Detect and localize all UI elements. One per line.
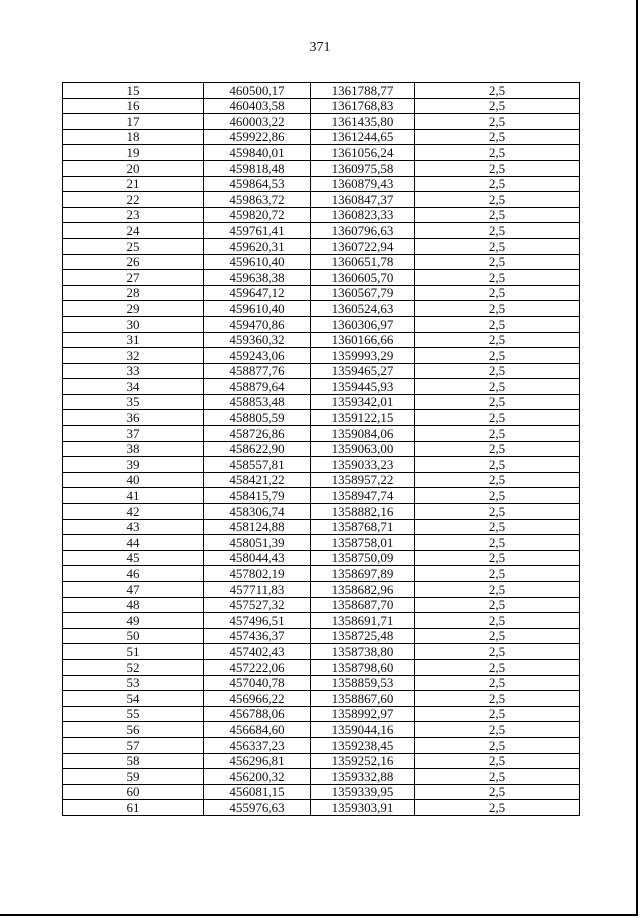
value-cell: 2,5 <box>415 379 580 395</box>
table-row <box>63 426 580 442</box>
x-coordinate-cell: 457402,43 <box>204 644 311 660</box>
table-row <box>63 675 580 691</box>
point-number-cell: 37 <box>63 426 204 442</box>
value-cell: 2,5 <box>415 566 580 582</box>
y-coordinate-cell: 1358859,53 <box>311 675 415 691</box>
value-cell: 2,5 <box>415 83 580 99</box>
point-number-cell: 34 <box>63 379 204 395</box>
value-cell: 2,5 <box>415 737 580 753</box>
table-row <box>63 348 580 364</box>
table-row <box>63 441 580 457</box>
x-coordinate-cell: 458805,59 <box>204 410 311 426</box>
table-row <box>63 737 580 753</box>
point-number-cell: 36 <box>63 410 204 426</box>
point-number-cell: 43 <box>63 519 204 535</box>
table-row <box>63 316 580 332</box>
point-number-cell: 38 <box>63 441 204 457</box>
table-row <box>63 410 580 426</box>
x-coordinate-cell: 458421,22 <box>204 472 311 488</box>
y-coordinate-cell: 1361244,65 <box>311 129 415 145</box>
value-cell: 2,5 <box>415 192 580 208</box>
value-cell: 2,5 <box>415 145 580 161</box>
y-coordinate-cell: 1360651,78 <box>311 254 415 270</box>
table-row <box>63 550 580 566</box>
value-cell: 2,5 <box>415 722 580 738</box>
x-coordinate-cell: 458557,81 <box>204 457 311 473</box>
table-row <box>63 769 580 785</box>
table-row <box>63 145 580 161</box>
point-number-cell: 32 <box>63 348 204 364</box>
table-row <box>63 691 580 707</box>
y-coordinate-cell: 1361788,77 <box>311 83 415 99</box>
point-number-cell: 19 <box>63 145 204 161</box>
value-cell: 2,5 <box>415 597 580 613</box>
value-cell: 2,5 <box>415 659 580 675</box>
value-cell: 2,5 <box>415 410 580 426</box>
y-coordinate-cell: 1358725,48 <box>311 628 415 644</box>
point-number-cell: 33 <box>63 363 204 379</box>
x-coordinate-cell: 459647,12 <box>204 285 311 301</box>
point-number-cell: 23 <box>63 207 204 223</box>
x-coordinate-cell: 459610,40 <box>204 301 311 317</box>
x-coordinate-cell: 459922,86 <box>204 129 311 145</box>
x-coordinate-cell: 459840,01 <box>204 145 311 161</box>
y-coordinate-cell: 1358682,96 <box>311 582 415 598</box>
x-coordinate-cell: 458853,48 <box>204 394 311 410</box>
point-number-cell: 50 <box>63 628 204 644</box>
point-number-cell: 56 <box>63 722 204 738</box>
table-row <box>63 270 580 286</box>
point-number-cell: 55 <box>63 706 204 722</box>
point-number-cell: 51 <box>63 644 204 660</box>
table-row <box>63 160 580 176</box>
x-coordinate-cell: 458124,88 <box>204 519 311 535</box>
table-row <box>63 332 580 348</box>
value-cell: 2,5 <box>415 644 580 660</box>
table-row <box>63 535 580 551</box>
table-row <box>63 613 580 629</box>
point-number-cell: 42 <box>63 504 204 520</box>
point-number-cell: 44 <box>63 535 204 551</box>
table-row <box>63 207 580 223</box>
value-cell: 2,5 <box>415 691 580 707</box>
value-cell: 2,5 <box>415 753 580 769</box>
x-coordinate-cell: 457436,37 <box>204 628 311 644</box>
y-coordinate-cell: 1359339,95 <box>311 784 415 800</box>
table-row <box>63 254 580 270</box>
x-coordinate-cell: 458622,90 <box>204 441 311 457</box>
point-number-cell: 60 <box>63 784 204 800</box>
x-coordinate-cell: 458879,64 <box>204 379 311 395</box>
value-cell: 2,5 <box>415 98 580 114</box>
value-cell: 2,5 <box>415 332 580 348</box>
y-coordinate-cell: 1360796,63 <box>311 223 415 239</box>
x-coordinate-cell: 459360,32 <box>204 332 311 348</box>
value-cell: 2,5 <box>415 472 580 488</box>
table-row <box>63 192 580 208</box>
value-cell: 2,5 <box>415 426 580 442</box>
x-coordinate-cell: 458044,43 <box>204 550 311 566</box>
table-row <box>63 379 580 395</box>
value-cell: 2,5 <box>415 613 580 629</box>
point-number-cell: 46 <box>63 566 204 582</box>
y-coordinate-cell: 1360722,94 <box>311 238 415 254</box>
y-coordinate-cell: 1361768,83 <box>311 98 415 114</box>
point-number-cell: 22 <box>63 192 204 208</box>
table-row <box>63 784 580 800</box>
point-number-cell: 15 <box>63 83 204 99</box>
table-row <box>63 753 580 769</box>
table-row <box>63 457 580 473</box>
point-number-cell: 54 <box>63 691 204 707</box>
point-number-cell: 45 <box>63 550 204 566</box>
value-cell: 2,5 <box>415 628 580 644</box>
value-cell: 2,5 <box>415 457 580 473</box>
x-coordinate-cell: 457222,06 <box>204 659 311 675</box>
value-cell: 2,5 <box>415 207 580 223</box>
value-cell: 2,5 <box>415 519 580 535</box>
x-coordinate-cell: 456337,23 <box>204 737 311 753</box>
x-coordinate-cell: 460003,22 <box>204 114 311 130</box>
y-coordinate-cell: 1358750,09 <box>311 550 415 566</box>
coordinates-table <box>62 82 580 816</box>
table-row <box>63 176 580 192</box>
point-number-cell: 59 <box>63 769 204 785</box>
table-row <box>63 644 580 660</box>
x-coordinate-cell: 457802,19 <box>204 566 311 582</box>
x-coordinate-cell: 459863,72 <box>204 192 311 208</box>
point-number-cell: 30 <box>63 316 204 332</box>
y-coordinate-cell: 1359342,01 <box>311 394 415 410</box>
point-number-cell: 16 <box>63 98 204 114</box>
value-cell: 2,5 <box>415 363 580 379</box>
x-coordinate-cell: 456684,60 <box>204 722 311 738</box>
x-coordinate-cell: 459610,40 <box>204 254 311 270</box>
table-row <box>63 659 580 675</box>
table-row <box>63 706 580 722</box>
table-row <box>63 472 580 488</box>
point-number-cell: 58 <box>63 753 204 769</box>
value-cell: 2,5 <box>415 238 580 254</box>
point-number-cell: 47 <box>63 582 204 598</box>
y-coordinate-cell: 1360605,70 <box>311 270 415 286</box>
x-coordinate-cell: 455976,63 <box>204 800 311 816</box>
x-coordinate-cell: 459620,31 <box>204 238 311 254</box>
y-coordinate-cell: 1359332,88 <box>311 769 415 785</box>
point-number-cell: 26 <box>63 254 204 270</box>
y-coordinate-cell: 1361056,24 <box>311 145 415 161</box>
x-coordinate-cell: 459638,38 <box>204 270 311 286</box>
value-cell: 2,5 <box>415 160 580 176</box>
point-number-cell: 25 <box>63 238 204 254</box>
y-coordinate-cell: 1360524,63 <box>311 301 415 317</box>
table-row <box>63 504 580 520</box>
table-row <box>63 722 580 738</box>
x-coordinate-cell: 459243,06 <box>204 348 311 364</box>
x-coordinate-cell: 458415,79 <box>204 488 311 504</box>
point-number-cell: 24 <box>63 223 204 239</box>
value-cell: 2,5 <box>415 675 580 691</box>
y-coordinate-cell: 1358867,60 <box>311 691 415 707</box>
page-number: 371 <box>309 40 331 55</box>
table-row <box>63 223 580 239</box>
x-coordinate-cell: 457040,78 <box>204 675 311 691</box>
value-cell: 2,5 <box>415 285 580 301</box>
y-coordinate-cell: 1358992,97 <box>311 706 415 722</box>
point-number-cell: 31 <box>63 332 204 348</box>
value-cell: 2,5 <box>415 488 580 504</box>
point-number-cell: 52 <box>63 659 204 675</box>
y-coordinate-cell: 1359303,91 <box>311 800 415 816</box>
value-cell: 2,5 <box>415 582 580 598</box>
x-coordinate-cell: 457711,83 <box>204 582 311 598</box>
point-number-cell: 61 <box>63 800 204 816</box>
y-coordinate-cell: 1359238,45 <box>311 737 415 753</box>
value-cell: 2,5 <box>415 800 580 816</box>
x-coordinate-cell: 459761,41 <box>204 223 311 239</box>
x-coordinate-cell: 456081,15 <box>204 784 311 800</box>
y-coordinate-cell: 1359044,16 <box>311 722 415 738</box>
x-coordinate-cell: 460403,58 <box>204 98 311 114</box>
y-coordinate-cell: 1358798,60 <box>311 659 415 675</box>
point-number-cell: 41 <box>63 488 204 504</box>
point-number-cell: 57 <box>63 737 204 753</box>
point-number-cell: 29 <box>63 301 204 317</box>
point-number-cell: 21 <box>63 176 204 192</box>
x-coordinate-cell: 459470,86 <box>204 316 311 332</box>
x-coordinate-cell: 459820,72 <box>204 207 311 223</box>
value-cell: 2,5 <box>415 706 580 722</box>
x-coordinate-cell: 458306,74 <box>204 504 311 520</box>
y-coordinate-cell: 1359445,93 <box>311 379 415 395</box>
x-coordinate-cell: 459818,48 <box>204 160 311 176</box>
x-coordinate-cell: 456296,81 <box>204 753 311 769</box>
table-row <box>63 566 580 582</box>
value-cell: 2,5 <box>415 441 580 457</box>
y-coordinate-cell: 1358738,80 <box>311 644 415 660</box>
y-coordinate-cell: 1358687,70 <box>311 597 415 613</box>
point-number-cell: 35 <box>63 394 204 410</box>
value-cell: 2,5 <box>415 316 580 332</box>
x-coordinate-cell: 459864,53 <box>204 176 311 192</box>
point-number-cell: 27 <box>63 270 204 286</box>
value-cell: 2,5 <box>415 504 580 520</box>
y-coordinate-cell: 1360306,97 <box>311 316 415 332</box>
value-cell: 2,5 <box>415 270 580 286</box>
x-coordinate-cell: 457527,32 <box>204 597 311 613</box>
table-row <box>63 301 580 317</box>
y-coordinate-cell: 1359063,00 <box>311 441 415 457</box>
table-row <box>63 114 580 130</box>
x-coordinate-cell: 456200,32 <box>204 769 311 785</box>
table-row <box>63 582 580 598</box>
value-cell: 2,5 <box>415 535 580 551</box>
value-cell: 2,5 <box>415 784 580 800</box>
y-coordinate-cell: 1358768,71 <box>311 519 415 535</box>
x-coordinate-cell: 460500,17 <box>204 83 311 99</box>
y-coordinate-cell: 1360847,37 <box>311 192 415 208</box>
value-cell: 2,5 <box>415 769 580 785</box>
point-number-cell: 17 <box>63 114 204 130</box>
value-cell: 2,5 <box>415 254 580 270</box>
point-number-cell: 40 <box>63 472 204 488</box>
point-number-cell: 20 <box>63 160 204 176</box>
point-number-cell: 39 <box>63 457 204 473</box>
value-cell: 2,5 <box>415 129 580 145</box>
y-coordinate-cell: 1358947,74 <box>311 488 415 504</box>
x-coordinate-cell: 456966,22 <box>204 691 311 707</box>
table-row <box>63 488 580 504</box>
value-cell: 2,5 <box>415 114 580 130</box>
y-coordinate-cell: 1358691,71 <box>311 613 415 629</box>
value-cell: 2,5 <box>415 176 580 192</box>
x-coordinate-cell: 456788,06 <box>204 706 311 722</box>
table-row <box>63 285 580 301</box>
y-coordinate-cell: 1359084,06 <box>311 426 415 442</box>
y-coordinate-cell: 1359033,23 <box>311 457 415 473</box>
point-number-cell: 49 <box>63 613 204 629</box>
y-coordinate-cell: 1360879,43 <box>311 176 415 192</box>
x-coordinate-cell: 458877,76 <box>204 363 311 379</box>
y-coordinate-cell: 1360567,79 <box>311 285 415 301</box>
table-row <box>63 363 580 379</box>
y-coordinate-cell: 1358882,16 <box>311 504 415 520</box>
y-coordinate-cell: 1359465,27 <box>311 363 415 379</box>
table-row <box>63 628 580 644</box>
y-coordinate-cell: 1361435,80 <box>311 114 415 130</box>
table-row <box>63 519 580 535</box>
table-row <box>63 800 580 816</box>
x-coordinate-cell: 458726,86 <box>204 426 311 442</box>
coordinates-table-body <box>63 83 580 816</box>
value-cell: 2,5 <box>415 394 580 410</box>
table-row <box>63 129 580 145</box>
x-coordinate-cell: 457496,51 <box>204 613 311 629</box>
point-number-cell: 18 <box>63 129 204 145</box>
y-coordinate-cell: 1360823,33 <box>311 207 415 223</box>
y-coordinate-cell: 1358758,01 <box>311 535 415 551</box>
value-cell: 2,5 <box>415 550 580 566</box>
table-row <box>63 83 580 99</box>
point-number-cell: 48 <box>63 597 204 613</box>
table-row <box>63 98 580 114</box>
table-row <box>63 597 580 613</box>
point-number-cell: 53 <box>63 675 204 691</box>
y-coordinate-cell: 1359252,16 <box>311 753 415 769</box>
value-cell: 2,5 <box>415 301 580 317</box>
y-coordinate-cell: 1360166,66 <box>311 332 415 348</box>
y-coordinate-cell: 1359122,15 <box>311 410 415 426</box>
y-coordinate-cell: 1360975,58 <box>311 160 415 176</box>
table-row <box>63 238 580 254</box>
x-coordinate-cell: 458051,39 <box>204 535 311 551</box>
table-row <box>63 394 580 410</box>
value-cell: 2,5 <box>415 223 580 239</box>
y-coordinate-cell: 1359993,29 <box>311 348 415 364</box>
value-cell: 2,5 <box>415 348 580 364</box>
point-number-cell: 28 <box>63 285 204 301</box>
y-coordinate-cell: 1358957,22 <box>311 472 415 488</box>
y-coordinate-cell: 1358697,89 <box>311 566 415 582</box>
